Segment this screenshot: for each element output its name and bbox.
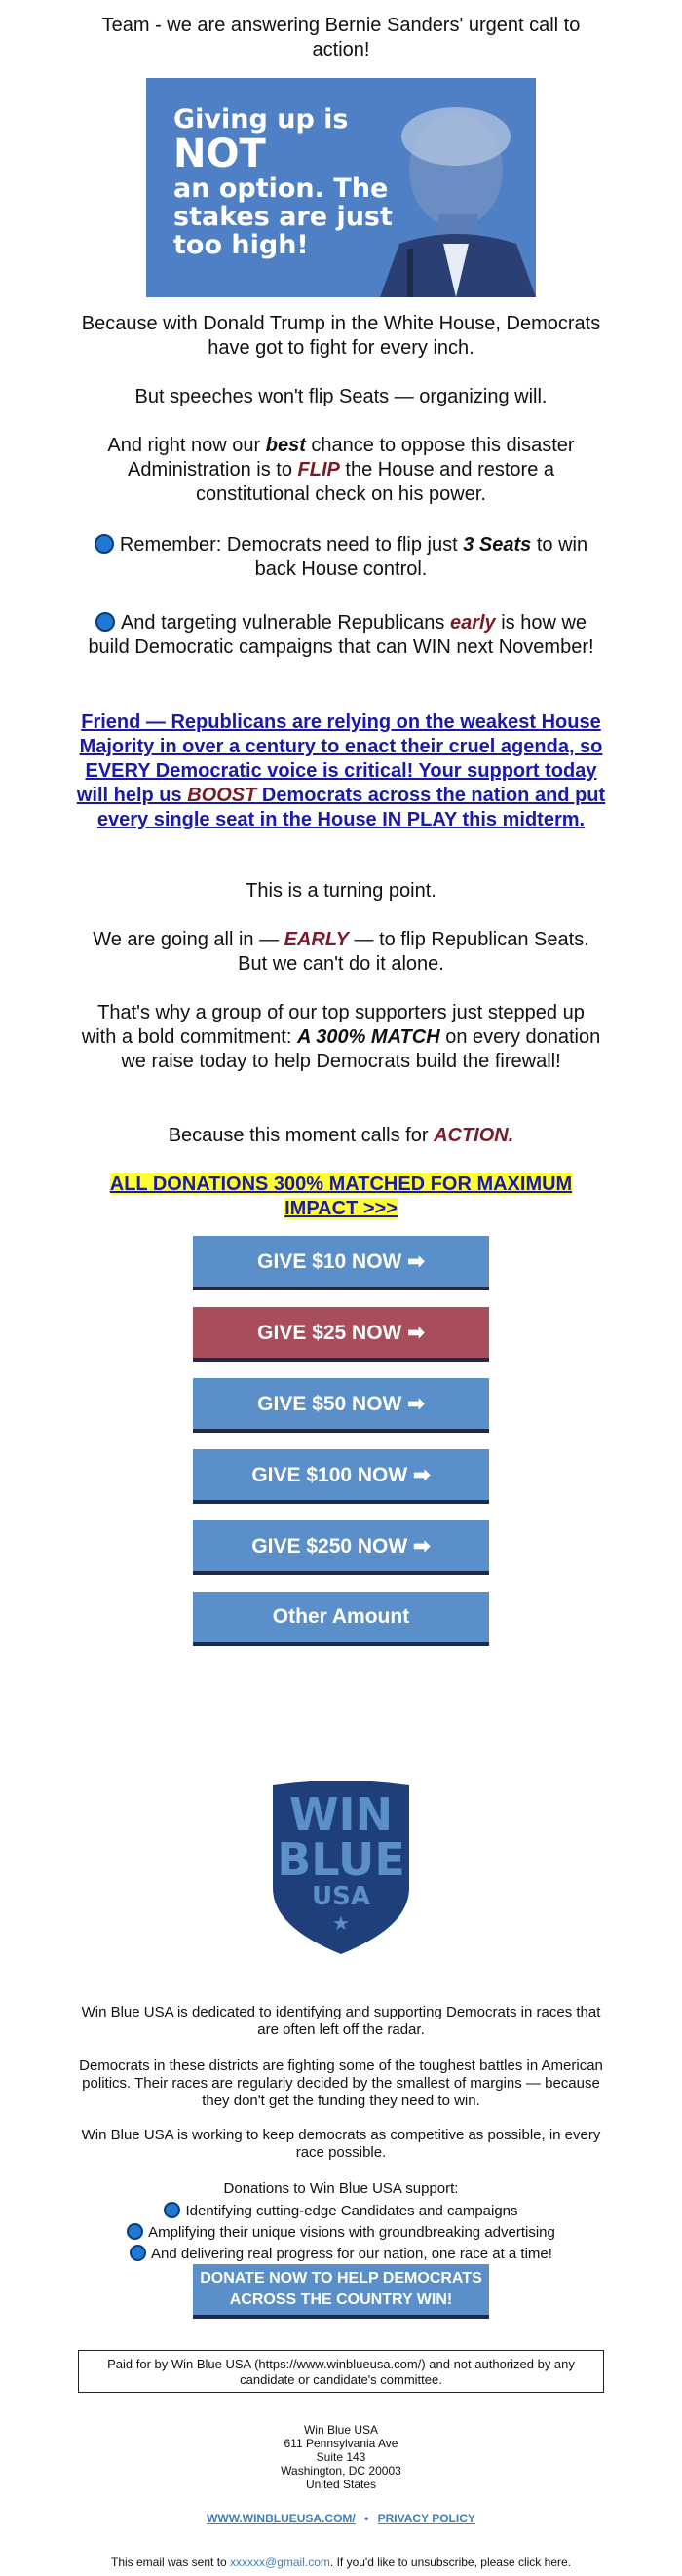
website-link[interactable]: WWW.WINBLUEUSA.COM/ <box>207 2512 356 2525</box>
hero-slogan <box>173 105 393 259</box>
footer-links <box>78 2512 604 2525</box>
donate-link-paragraph[interactable]: Friend — Republicans are relying on the weakest House Majority in over a century to enact their cruel agenda, so EVERY Democratic voice is critical! Your support today will help us BOOST Democrats across the nation and put every single seat in the House IN PLAY this midterm. <box>76 711 606 830</box>
paragraph-5: And targeting vulnerable Republicans early is how we build Democratic campaigns that can WIN next November! <box>88 612 594 658</box>
blue-circle-icon <box>95 534 114 554</box>
paragraph-7: We are going all in — EARLY — to flip Republican Seats. But we can't do it alone. <box>93 929 589 975</box>
blue-circle-icon <box>127 2223 143 2240</box>
footer-bullet-3: And delivering real progress for our nation, one race at a time! <box>78 2245 604 2263</box>
hero-line-3: an option. The <box>173 173 389 204</box>
mailing-address: Win Blue USA 611 Pennsylvania Ave Suite 143 Washington, DC 20003 United States <box>281 2423 401 2491</box>
give-100-button[interactable]: GIVE $100 NOW ➡ <box>193 1449 489 1500</box>
hero-line-1: Giving up is <box>173 104 349 135</box>
match-banner-link[interactable]: ALL DONATIONS 300% MATCHED FOR MAXIMUM IMPACT >>> <box>109 1173 573 1219</box>
paragraph-6: This is a turning point. <box>246 880 436 902</box>
hero-line-5: too high! <box>173 230 309 260</box>
hero-line-2: NOT <box>173 132 266 176</box>
donate-now-button[interactable]: DONATE NOW TO HELP DEMOCRATS ACROSS THE COUNTRY WIN! <box>193 2264 489 2315</box>
intro-heading: Team - we are answering Bernie Sanders' urgent call to action! <box>101 15 581 60</box>
star-icon: ★ <box>332 1911 350 1935</box>
paragraph-1: Because with Donald Trump in the White House, Democrats have got to fight for every inch. <box>81 313 601 359</box>
footer-paragraph-3: Win Blue USA is working to keep democrats as competitive as possible, in every race possible. <box>81 2127 601 2161</box>
paid-for-disclaimer: Paid for by Win Blue USA (https://www.winblueusa.com/) and not authorized by any candidate or candidate's committee. <box>78 2350 604 2393</box>
paragraph-2: But speeches won't flip Seats — organizing will. <box>134 386 548 407</box>
blue-circle-icon <box>95 612 115 632</box>
footer-bullet-1: Identifying cutting-edge Candidates and campaigns <box>78 2202 604 2220</box>
blue-circle-icon <box>164 2202 180 2218</box>
paragraph-9: Because this moment calls for ACTION. <box>168 1125 514 1146</box>
hero-line-4: stakes are just <box>173 202 393 232</box>
paragraph-8: That's why a group of our top supporters just stepped up with a bold commitment: A 300% MATCH on every donation we raise today to help Democrats build the firewall! <box>81 1002 601 1072</box>
footer-bullet-2: Amplifying their unique visions with groundbreaking advertising <box>78 2223 604 2242</box>
logo-text: WIN BLUE USA ★ <box>265 1792 417 1935</box>
link-separator: • <box>364 2512 369 2525</box>
footer-paragraph-1: Win Blue USA is dedicated to identifying and supporting Democrats in races that are often left off the radar. <box>81 2004 601 2038</box>
privacy-policy-link[interactable]: PRIVACY POLICY <box>377 2512 475 2525</box>
other-amount-button[interactable]: Other Amount <box>193 1592 489 1642</box>
give-250-button[interactable]: GIVE $250 NOW ➡ <box>193 1520 489 1571</box>
unsubscribe-link[interactable]: . If you'd like to unsubscribe, please click here. <box>329 2556 571 2569</box>
hero-image <box>146 78 536 297</box>
footer-paragraph-4: Donations to Win Blue USA support: <box>223 2180 459 2197</box>
unsubscribe-notice: This email was sent to xxxxxx@gmail.com. If you'd like to unsubscribe, please click here. <box>110 2556 571 2569</box>
paragraph-3: And right now our best chance to oppose this disaster Administration is to FLIP the House and restore a constitutional check on his power. <box>107 435 575 505</box>
paragraph-4: Remember: Democrats need to flip just 3 Seats to win back House control. <box>78 533 604 582</box>
blue-circle-icon <box>130 2245 146 2261</box>
footer-paragraph-2: Democrats in these districts are fighting some of the toughest battles in American politics. Their races are regularly decided by the smallest of margins — because they don't get the funding they need to win. <box>79 2057 603 2109</box>
win-blue-usa-logo <box>265 1781 417 1956</box>
give-10-button[interactable]: GIVE $10 NOW ➡ <box>193 1236 489 1287</box>
recipient-email: xxxxxx@gmail.com <box>230 2556 330 2569</box>
give-25-button[interactable]: GIVE $25 NOW ➡ <box>193 1307 489 1358</box>
give-50-button[interactable]: GIVE $50 NOW ➡ <box>193 1378 489 1429</box>
